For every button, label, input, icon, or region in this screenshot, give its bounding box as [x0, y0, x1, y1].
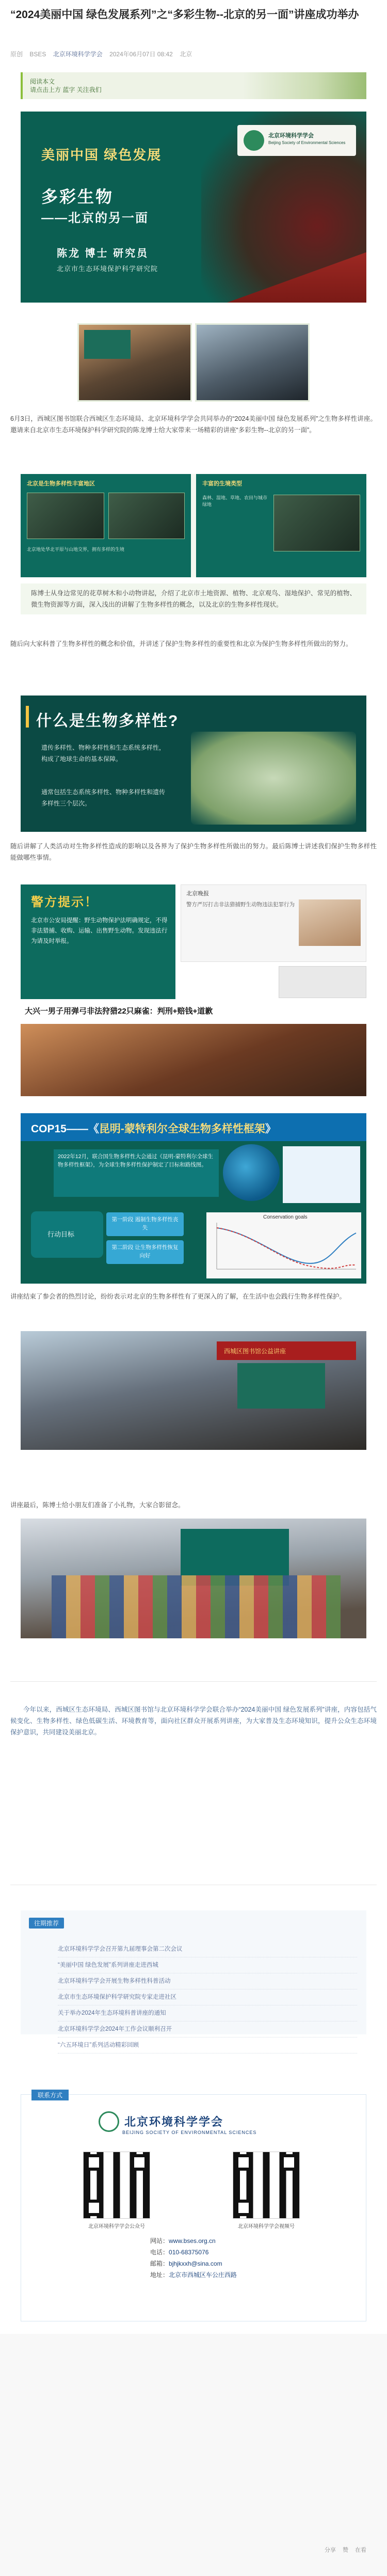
qr-corner: [235, 2200, 252, 2216]
sparrow-photo: [21, 1024, 366, 1096]
video-qr-code[interactable]: [233, 2152, 300, 2219]
article-meta: [10, 50, 377, 59]
qr-corner: [86, 2200, 102, 2216]
news-image: [299, 899, 361, 946]
lecture-hall-photo: [21, 1331, 366, 1450]
contact-org-name-en: BEIJING SOCIETY OF ENVIRONMENTAL SCIENCES: [122, 2130, 257, 2135]
question-text-1: 遗传多样性、物种多样性和生态系统多样性，构成了地球生命的基本保障。: [41, 744, 166, 763]
cop15-core-label: 行动目标: [47, 1230, 75, 1238]
hall-projector-screen: [237, 1363, 325, 1409]
article-title: “2024美丽中国 绿色发展系列”之“多彩生物--北京的另一面”讲座成功举办: [10, 9, 359, 21]
contact-email: [150, 2258, 305, 2269]
website-value[interactable]: www.bses.org.cn: [169, 2237, 216, 2245]
website-label: 网站：: [150, 2237, 169, 2245]
author-name: BSES: [29, 51, 46, 58]
cop15-intro-text: 2022年12月，联合国生物多样性大会通过《昆明-蒙特利尔全球生物多样性框架》，为全球生物多样性保护制定了目标和路线图。: [58, 1153, 214, 1168]
alert-panel: [21, 884, 175, 999]
related-item[interactable]: 关于举办2024年生态环境科普讲座的通知: [58, 2005, 357, 2021]
map-image: [27, 493, 104, 539]
news-headline: 大兴一男子用弹弓非法狩猎22只麻雀：判刑+赔钱+道歉: [25, 1007, 213, 1016]
projector-screen: [84, 330, 131, 359]
news-card: [181, 884, 366, 962]
contact-website: [150, 2235, 305, 2247]
original-badge: 原创: [10, 51, 23, 58]
library-banner-text: 西城区图书馆公益讲座: [224, 1348, 286, 1355]
follow-banner-text: [30, 77, 102, 94]
cop15-intro: [54, 1149, 219, 1197]
ecosystem-diagram: [191, 732, 356, 825]
qr-caption-2: 北京环境科学学会视频号: [238, 2224, 295, 2230]
banner-line-2: 请点击上方 蓝字 关注我们: [30, 86, 102, 93]
contact-address: [150, 2269, 305, 2281]
news-headline-bar: [21, 1002, 366, 1021]
cop15-title-bar: [21, 1113, 366, 1141]
qr-caption-1: 北京环境科学学会公众号: [88, 2224, 145, 2230]
alert-heading: 警方提示！: [31, 895, 98, 909]
phone-label: 电话：: [150, 2249, 169, 2256]
society-logo-icon: [99, 2111, 119, 2132]
publish-region: 北京: [180, 51, 192, 58]
address-label: 地址：: [150, 2271, 169, 2279]
wildlife-image: [108, 493, 185, 539]
cop15-title-suffix: 》: [265, 1123, 276, 1135]
page-footer: [0, 2334, 387, 2576]
police-alert-slide: [21, 884, 366, 1096]
paragraph-impact: 随后讲解了人类活动对生物多样性造成的影响以及各界为了保护生物多样性所做出的努力。最后陈博士讲述我们保护生物多样性能做哪些事情。: [10, 843, 377, 861]
banner-line-1: 阅读本文: [30, 78, 55, 85]
graph-lines: [206, 1212, 361, 1278]
slide-right-title: 丰富的生境类型: [202, 481, 242, 487]
alert-body: 北京市公安局提醒：野生动物保护法明确规定，不得非法猎捕、收购、运输、出售野生动物。发现违法行为请及时举报。: [31, 918, 168, 944]
slide-right-note: 森林、湿地、草地、农田与城市绿地: [202, 495, 268, 507]
slide-left: [21, 474, 191, 577]
cop15-poster: [283, 1146, 360, 1203]
like-button[interactable]: 赞: [342, 2547, 348, 2553]
paragraph-discussion: 讲座结束了参会者的热烈讨论，纷纷表示对北京的生物多样性有了更深入的了解，在生活中也会践行生物多样性保护。: [10, 1293, 346, 1300]
news-text: 警方严厉打击非法猎捕野生动物违法犯罪行为: [186, 902, 295, 908]
habitat-image: [273, 495, 360, 551]
logo-name: 北京环境科学学会: [268, 133, 314, 139]
qr-corner: [281, 2154, 297, 2171]
paragraph-content: 陈博士从身边常见的花草树木和小动物讲起，介绍了北京市土地资源、植物、北京观鸟、湿地保护、常见的植物、微生物资源等方面，深入浅出的讲解了生物多样性的概念，以及北京的生物多样性现状。: [21, 583, 366, 614]
qr-corner: [235, 2154, 252, 2171]
conservation-graph: [206, 1212, 361, 1278]
cop15-title-prefix: COP15——《: [31, 1123, 99, 1135]
lecture-photos: [77, 323, 310, 402]
related-item[interactable]: 北京环境科学学会2024年工作会议顺利召开: [58, 2021, 357, 2037]
related-item[interactable]: “六五环境日”系列活动精彩回顾: [58, 2037, 357, 2053]
slide-right: [196, 474, 366, 577]
cover-headline: 美丽中国 绿色发展: [41, 147, 162, 163]
divider: [10, 1681, 377, 1682]
wechat-qr-code[interactable]: [83, 2152, 150, 2219]
footer-actions: [319, 2546, 366, 2554]
publish-date: 2024年06月07日 08:42: [109, 51, 173, 58]
cop15-title-em: 昆明-蒙特利尔全球生物多样性框架: [99, 1123, 265, 1135]
related-item[interactable]: 北京市生态环境保护科学研究院专家走进社区: [58, 1989, 357, 2005]
contact-phone: [150, 2247, 305, 2258]
related-item[interactable]: 北京环境科学学会召开第九届理事会第二次会议: [58, 1941, 357, 1957]
phone-value: 010-68375076: [169, 2249, 209, 2256]
contact-org-name: 北京环境科学学会: [124, 2115, 224, 2128]
related-item[interactable]: “美丽中国 绿色发展”系列讲座走进西城: [58, 1957, 357, 1973]
cop15-title: [31, 1120, 276, 1136]
cop15-stage-1: [106, 1212, 184, 1236]
related-list: [58, 1941, 357, 2053]
qr-corner: [86, 2154, 102, 2171]
cop15-stage-1-label: 第一阶段 遏制生物多样性丧失: [111, 1216, 179, 1231]
globe-icon: [223, 1144, 280, 1201]
society-logo: [237, 125, 356, 156]
logo-name-en: Beijing Society of Environmental Sciences: [268, 140, 346, 145]
cop15-core: [31, 1211, 103, 1258]
contact-header: 联系方式: [31, 2090, 69, 2100]
cop15-stage-2: [106, 1240, 184, 1264]
children-group: [52, 1575, 341, 1638]
title-accent-bar: [26, 706, 29, 728]
slide-left-title: 北京是生物多样性丰富地区: [27, 481, 95, 487]
email-label: 邮箱：: [150, 2260, 169, 2267]
lecture-cover-image: [21, 112, 366, 303]
email-value[interactable]: bjhjkxxh@sina.com: [169, 2260, 222, 2267]
related-articles: [21, 1910, 366, 2048]
graph-title: Conservation goals: [263, 1214, 308, 1220]
share-button[interactable]: 分享: [324, 2547, 336, 2553]
news-source: 北京晚报: [186, 891, 209, 897]
lecture-slides: [21, 474, 366, 577]
lecture-photo-2: [195, 323, 310, 402]
cop15-slide: [21, 1113, 366, 1284]
slide-left-note: 北京地处华北平原与山地交界，拥有多样的生境: [27, 547, 125, 552]
wow-button[interactable]: 在看: [355, 2547, 366, 2553]
related-item[interactable]: 北京环境科学学会开展生物多样性科普活动: [58, 1973, 357, 1989]
cop15-stage-2-label: 第二阶段 让生物多样性恢复向好: [111, 1244, 179, 1259]
paragraph-intro: 6月3日，西城区图书馆联合西城区生态环境局、北京环境科学学会共同举办的“2024美丽中国 绿色发展系列”之生物多样性讲座。邀请来自北京市生态环境保护科学研究院的陈龙博士给大家带来一场精彩的讲座“多彩生物--北京的另一面”。: [10, 415, 377, 434]
address-value: 北京市西城区车公庄西路: [169, 2271, 237, 2279]
paragraph-concept: 随后向大家科普了生物多样性的概念和价值，并讲述了保护生物多样性的重要性和北京为保护生物多样性所做出的努力。: [10, 640, 352, 647]
banner-leaf-image: [243, 72, 366, 99]
society-logo-icon: [244, 130, 264, 151]
speaker-name: 陈龙 博士 研究员: [57, 248, 149, 259]
contact-info: [150, 2235, 305, 2281]
contact-card: [21, 2094, 366, 2321]
group-photo: [21, 1519, 366, 1638]
related-header: 往期推荐: [29, 1918, 64, 1929]
speaker-institution: 北京市生态环境保护科学研究院: [57, 265, 158, 273]
qr-corner: [131, 2154, 148, 2171]
account-link[interactable]: 北京环境科学学会: [53, 51, 103, 58]
lecture-photo-1: [77, 323, 192, 402]
library-banner: [217, 1341, 356, 1360]
follow-banner: [21, 72, 366, 99]
question-title: 什么是生物多样性?: [36, 713, 179, 730]
question-text-2: 通常包括生态系统多样性、物种多样性和遗传多样性三个层次。: [41, 788, 166, 807]
cover-subtitle-2: ——北京的另一面: [41, 211, 149, 225]
paragraph-series: 今年以来，西城区生态环境局、西城区图书馆与北京环境科学学会联合举办“2024美丽中国 绿色发展系列”讲座，内容包括气候变化、生物多样性、绿色低碳生活、环境教育等，面向社区群众开展系列讲座，为大家普及生态环境知识，提升公众生态环境保护意识，共同建设美丽北京。: [10, 1706, 377, 1736]
biodiversity-question-slide: [21, 696, 366, 832]
paragraph-group: 讲座最后，陈博士给小朋友们准备了小礼物，大家合影留念。: [10, 1502, 185, 1509]
cover-subtitle: 多彩生物: [41, 187, 114, 206]
news-thumbnail: [279, 966, 366, 998]
